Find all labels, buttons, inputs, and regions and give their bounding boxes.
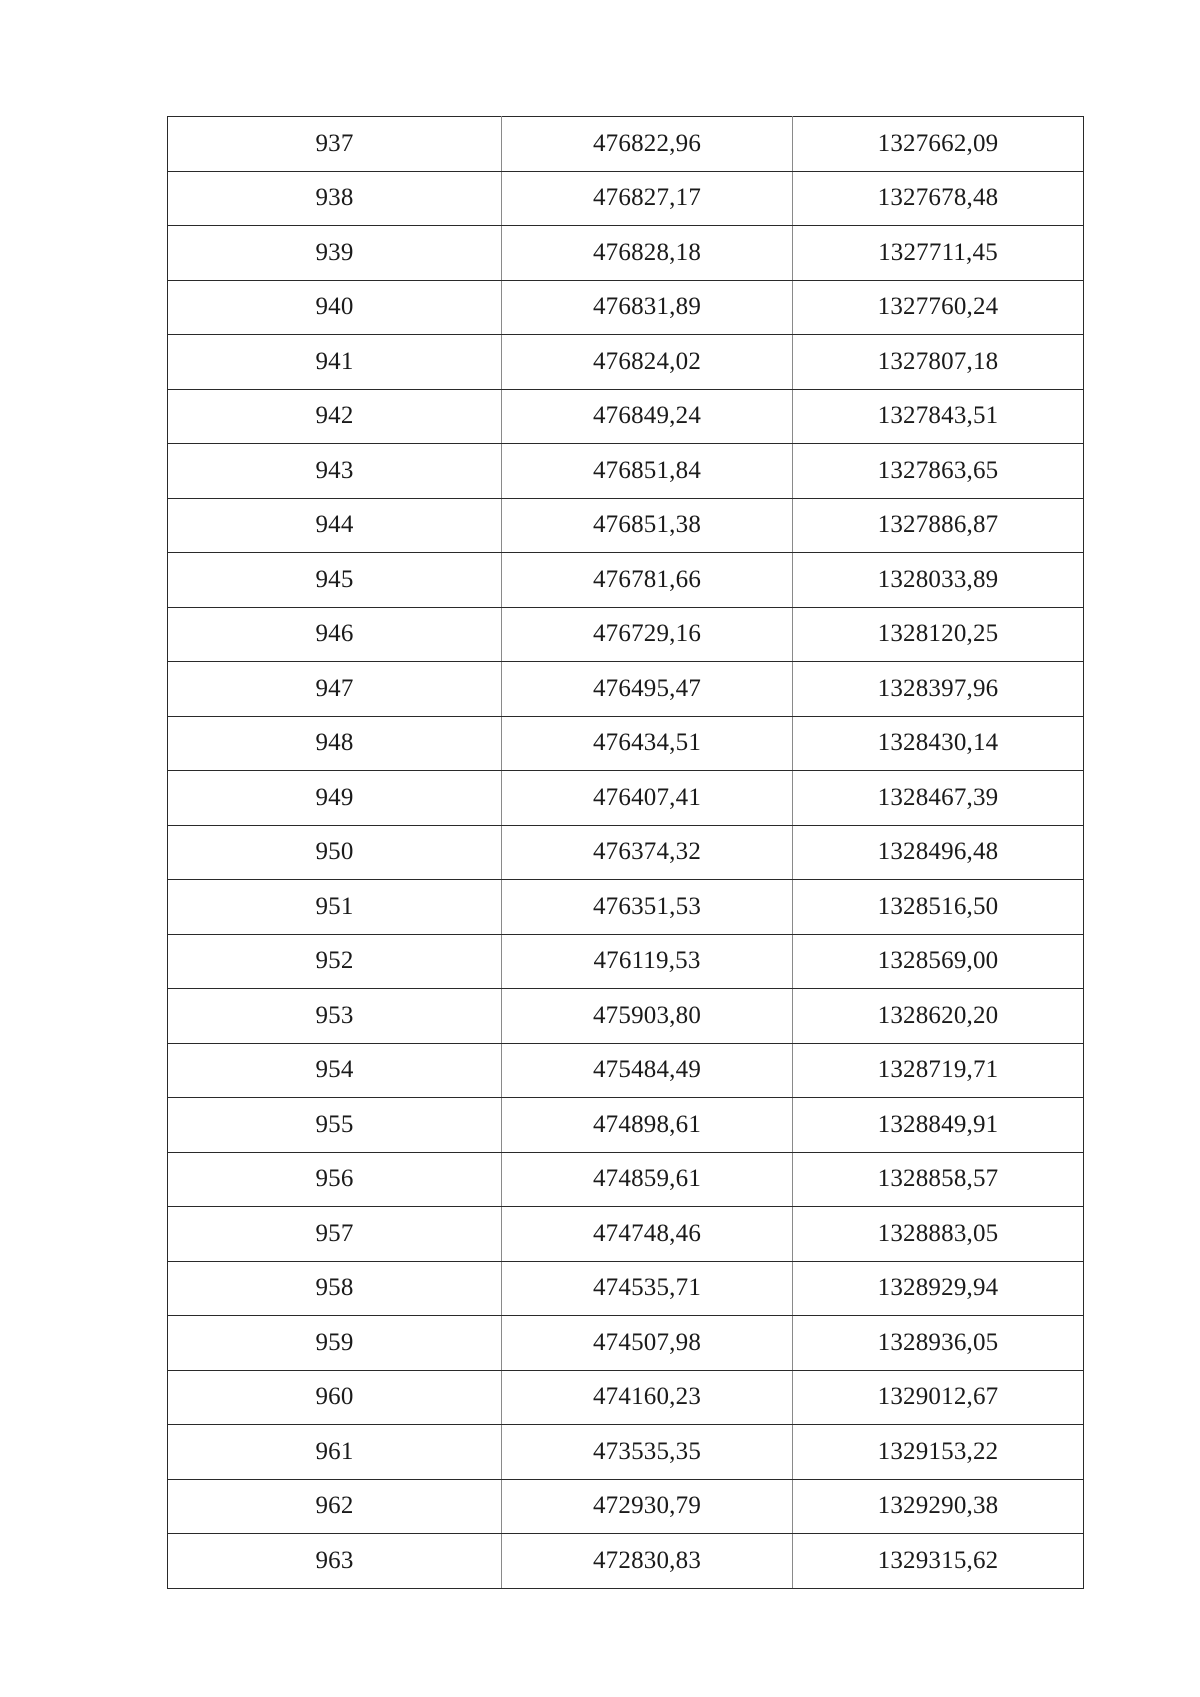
- x-coordinate-cell: 472830,83: [502, 1534, 793, 1589]
- x-coordinate-cell: 474535,71: [502, 1261, 793, 1316]
- table-row: [168, 716, 1084, 771]
- point-number-cell: 957: [168, 1207, 502, 1262]
- x-coordinate-cell: 476827,17: [502, 171, 793, 226]
- y-coordinate-cell: 1327807,18: [793, 335, 1084, 390]
- x-coordinate-cell: 475484,49: [502, 1043, 793, 1098]
- table-row: [168, 662, 1084, 717]
- x-coordinate-cell: 473535,35: [502, 1425, 793, 1480]
- table-row: [168, 444, 1084, 499]
- y-coordinate-cell: 1327711,45: [793, 226, 1084, 281]
- table-row: [168, 171, 1084, 226]
- point-number-cell: 955: [168, 1098, 502, 1153]
- y-coordinate-cell: 1329290,38: [793, 1479, 1084, 1534]
- table-row: [168, 389, 1084, 444]
- x-coordinate-cell: 476822,96: [502, 117, 793, 172]
- y-coordinate-cell: 1328849,91: [793, 1098, 1084, 1153]
- coordinates-table-body: [168, 117, 1084, 1589]
- point-number-cell: 963: [168, 1534, 502, 1589]
- y-coordinate-cell: 1328516,50: [793, 880, 1084, 935]
- x-coordinate-cell: 476781,66: [502, 553, 793, 608]
- point-number-cell: 950: [168, 825, 502, 880]
- y-coordinate-cell: 1328620,20: [793, 989, 1084, 1044]
- y-coordinate-cell: 1328929,94: [793, 1261, 1084, 1316]
- y-coordinate-cell: 1328496,48: [793, 825, 1084, 880]
- point-number-cell: 951: [168, 880, 502, 935]
- table-row: [168, 607, 1084, 662]
- y-coordinate-cell: 1328397,96: [793, 662, 1084, 717]
- point-number-cell: 941: [168, 335, 502, 390]
- table-row: [168, 1316, 1084, 1371]
- table-row: [168, 335, 1084, 390]
- x-coordinate-cell: 476828,18: [502, 226, 793, 281]
- point-number-cell: 961: [168, 1425, 502, 1480]
- point-number-cell: 953: [168, 989, 502, 1044]
- x-coordinate-cell: 474898,61: [502, 1098, 793, 1153]
- y-coordinate-cell: 1329315,62: [793, 1534, 1084, 1589]
- x-coordinate-cell: 474160,23: [502, 1370, 793, 1425]
- point-number-cell: 959: [168, 1316, 502, 1371]
- x-coordinate-cell: 474748,46: [502, 1207, 793, 1262]
- table-row: [168, 1098, 1084, 1153]
- point-number-cell: 949: [168, 771, 502, 826]
- table-row: [168, 1207, 1084, 1262]
- point-number-cell: 948: [168, 716, 502, 771]
- y-coordinate-cell: 1328467,39: [793, 771, 1084, 826]
- x-coordinate-cell: 476495,47: [502, 662, 793, 717]
- y-coordinate-cell: 1327863,65: [793, 444, 1084, 499]
- x-coordinate-cell: 476729,16: [502, 607, 793, 662]
- y-coordinate-cell: 1328120,25: [793, 607, 1084, 662]
- table-row: [168, 1534, 1084, 1589]
- point-number-cell: 944: [168, 498, 502, 553]
- y-coordinate-cell: 1327760,24: [793, 280, 1084, 335]
- x-coordinate-cell: 472930,79: [502, 1479, 793, 1534]
- table-row: [168, 553, 1084, 608]
- table-row: [168, 226, 1084, 281]
- table-row: [168, 1043, 1084, 1098]
- y-coordinate-cell: 1328936,05: [793, 1316, 1084, 1371]
- table-row: [168, 1152, 1084, 1207]
- point-number-cell: 945: [168, 553, 502, 608]
- table-row: [168, 280, 1084, 335]
- point-number-cell: 958: [168, 1261, 502, 1316]
- point-number-cell: 960: [168, 1370, 502, 1425]
- y-coordinate-cell: 1327843,51: [793, 389, 1084, 444]
- x-coordinate-cell: 475903,80: [502, 989, 793, 1044]
- point-number-cell: 946: [168, 607, 502, 662]
- x-coordinate-cell: 476119,53: [502, 934, 793, 989]
- table-row: [168, 1261, 1084, 1316]
- y-coordinate-cell: 1328719,71: [793, 1043, 1084, 1098]
- table-row: [168, 117, 1084, 172]
- point-number-cell: 954: [168, 1043, 502, 1098]
- x-coordinate-cell: 474507,98: [502, 1316, 793, 1371]
- point-number-cell: 947: [168, 662, 502, 717]
- coordinates-table: [167, 116, 1084, 1589]
- table-row: [168, 1425, 1084, 1480]
- x-coordinate-cell: 476831,89: [502, 280, 793, 335]
- table-row: [168, 771, 1084, 826]
- table-row: [168, 989, 1084, 1044]
- y-coordinate-cell: 1329153,22: [793, 1425, 1084, 1480]
- point-number-cell: 940: [168, 280, 502, 335]
- point-number-cell: 956: [168, 1152, 502, 1207]
- y-coordinate-cell: 1328430,14: [793, 716, 1084, 771]
- y-coordinate-cell: 1328033,89: [793, 553, 1084, 608]
- x-coordinate-cell: 476434,51: [502, 716, 793, 771]
- x-coordinate-cell: 476374,32: [502, 825, 793, 880]
- point-number-cell: 962: [168, 1479, 502, 1534]
- y-coordinate-cell: 1327662,09: [793, 117, 1084, 172]
- x-coordinate-cell: 476851,84: [502, 444, 793, 499]
- y-coordinate-cell: 1328883,05: [793, 1207, 1084, 1262]
- table-row: [168, 934, 1084, 989]
- y-coordinate-cell: 1328858,57: [793, 1152, 1084, 1207]
- point-number-cell: 942: [168, 389, 502, 444]
- x-coordinate-cell: 476851,38: [502, 498, 793, 553]
- y-coordinate-cell: 1327886,87: [793, 498, 1084, 553]
- table-row: [168, 825, 1084, 880]
- x-coordinate-cell: 476407,41: [502, 771, 793, 826]
- x-coordinate-cell: 474859,61: [502, 1152, 793, 1207]
- point-number-cell: 937: [168, 117, 502, 172]
- table-row: [168, 498, 1084, 553]
- y-coordinate-cell: 1327678,48: [793, 171, 1084, 226]
- point-number-cell: 939: [168, 226, 502, 281]
- x-coordinate-cell: 476849,24: [502, 389, 793, 444]
- point-number-cell: 938: [168, 171, 502, 226]
- x-coordinate-cell: 476824,02: [502, 335, 793, 390]
- table-row: [168, 1479, 1084, 1534]
- x-coordinate-cell: 476351,53: [502, 880, 793, 935]
- point-number-cell: 952: [168, 934, 502, 989]
- point-number-cell: 943: [168, 444, 502, 499]
- y-coordinate-cell: 1328569,00: [793, 934, 1084, 989]
- y-coordinate-cell: 1329012,67: [793, 1370, 1084, 1425]
- table-row: [168, 880, 1084, 935]
- table-row: [168, 1370, 1084, 1425]
